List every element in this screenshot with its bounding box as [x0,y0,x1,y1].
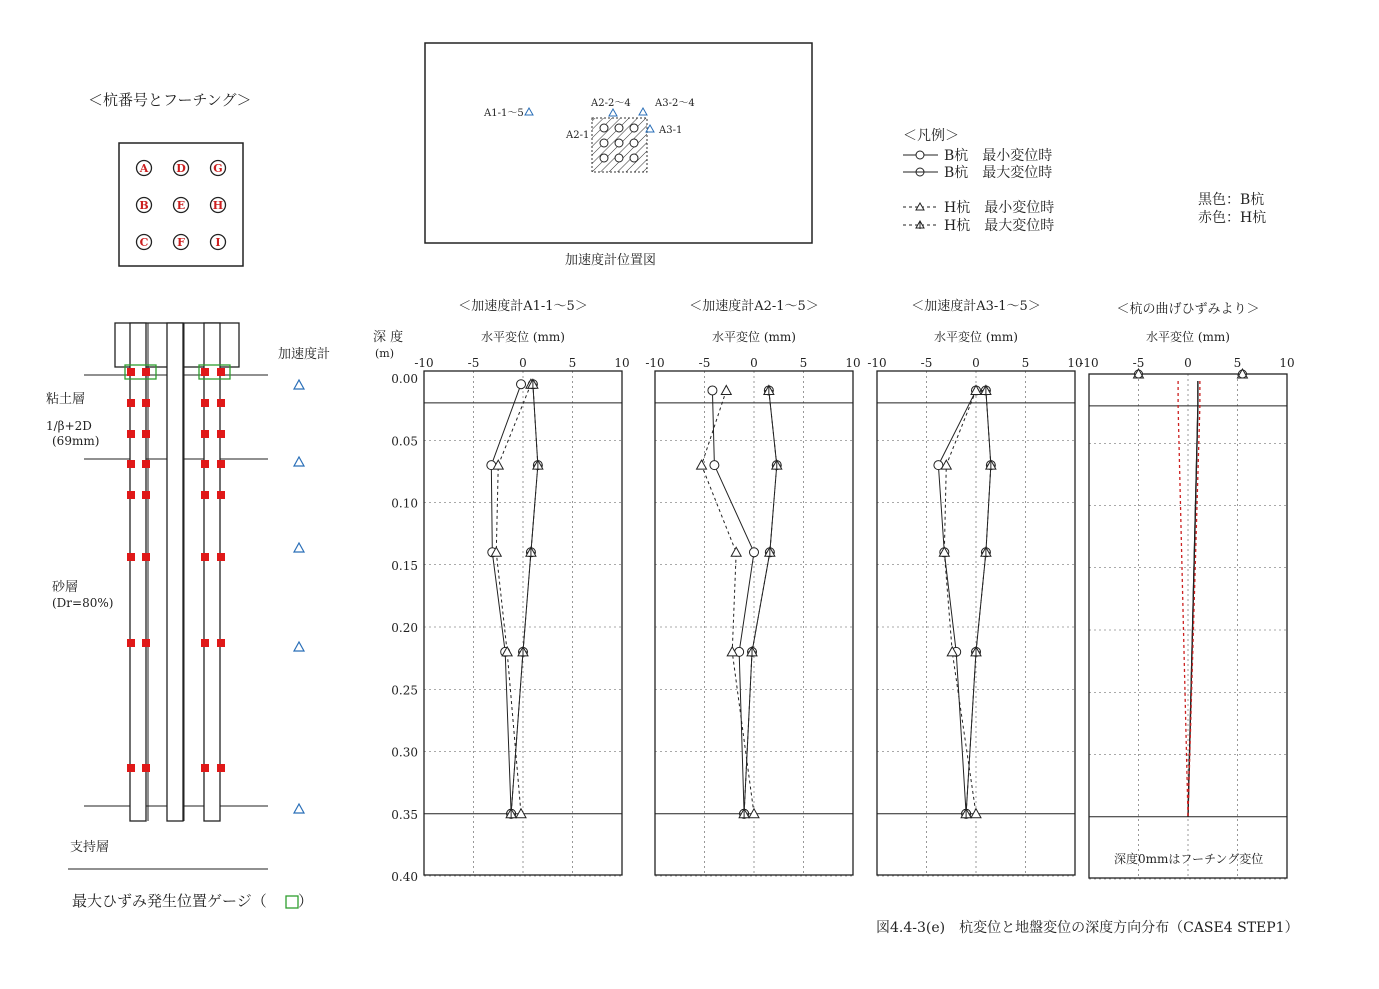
x-tick-label: 5 [1233,356,1242,370]
sensor-label-a3-top: A3-2～4 [655,98,695,109]
sand-density-label: (Dr=80%) [52,596,114,610]
strain-gauge-marker [201,639,209,647]
legend-item-h-min [903,199,1054,216]
x-tick-label: -5 [1132,356,1145,370]
pile-label: B [139,199,149,212]
x-tick-label: 0 [1184,356,1192,370]
x-tick-label: 5 [568,356,577,370]
map-pile-circle [630,124,638,132]
strain-gauge-marker [142,639,150,647]
pile-c [137,235,152,250]
series-line-1 [712,390,754,813]
strain-gauge-marker [217,764,225,772]
pile-shaft-1 [130,323,146,821]
clay-layer-label: 粘土層 [46,392,86,407]
x-tick-label: 5 [799,356,808,370]
series-line-3 [496,384,531,814]
strain-gauge-marker [201,460,209,468]
footing-note: 深度0mmはフーチング変位 [1114,852,1264,866]
strain-gauge-marker [142,764,150,772]
series-line-2 [744,390,777,813]
sensor-triangle-a3 [639,108,647,115]
depth-tick-label: 0.30 [391,745,418,760]
strain-gauge-marker [127,639,135,647]
accelerometer-markers [294,380,304,813]
strain-gauge-marker [217,460,225,468]
strain-gauge-marker [201,399,209,407]
x-tick-label: 10 [614,356,630,370]
chart-panel-2 [645,298,860,876]
strain-gauge-marker [142,368,150,376]
strain-gauge-marker [142,553,150,561]
sensor-label-a2-top: A2-2～4 [591,98,631,109]
strain-gauge-marker [201,553,209,561]
legend-item-h-max [903,217,1054,234]
chart-xlabel: 水平変位 (mm) [481,330,565,344]
accelerometer-triangle [294,642,304,651]
legend-label-b-max: B杭 最大変位時 [944,165,1053,181]
strain-gauge-marker [142,460,150,468]
strain-gauge-marker [201,430,209,438]
accelerometer-triangle [294,380,304,389]
map-pile-circle [630,139,638,147]
pile-label: D [176,162,186,175]
x-tick-label: 10 [1279,356,1295,370]
sensor-map-piles [600,124,638,162]
sensor-map-caption: 加速度計位置図 [565,253,657,268]
x-tick-label: -10 [414,356,434,370]
legend-item-b-min [903,147,1052,164]
depth-tick-label: 0.20 [391,621,418,635]
map-pile-circle [600,139,608,147]
chart-title: ＜加速度計A3-1～5＞ [911,299,1041,314]
pile-shaft-3 [204,323,220,821]
chart-xlabel: 水平変位 (mm) [934,330,1018,344]
figure-caption: 図4.4-3(e) 杭変位と地盤変位の深度方向分布（CASE4 STEP1） [876,920,1299,936]
pile-plan-title: ＜杭番号とフーチング＞ [88,91,252,109]
x-tick-label: -5 [920,356,933,370]
pile-h [211,198,226,213]
pile-elevation [46,323,330,910]
depth-tick-label: 0.15 [391,558,418,573]
pile-plan-grid [137,161,226,250]
strain-gauge-marker [217,430,225,438]
pile-b [137,198,152,213]
depth-axis-label: 深 度 [373,330,404,345]
sensor-label-a3-1: A3-1 [659,125,683,136]
accelerometer-triangle [294,543,304,552]
map-pile-circle [600,124,608,132]
strain-gauge-marker [217,368,225,376]
x-tick-label: 0 [972,356,980,370]
b-pile-marker [708,386,717,395]
pile-shaft-2 [167,323,183,821]
strain-gauge-marker [127,460,135,468]
pile-label: E [176,199,186,212]
pile-label: H [212,199,224,212]
pile-label: I [215,236,221,249]
strain-gauge-marker [142,430,150,438]
depth-tick-label: 0.25 [391,683,418,698]
sensor-triangle-a2 [609,109,617,116]
map-pile-circle [630,154,638,162]
chart-panel-3 [867,298,1082,876]
strain-gauge-marker [127,764,135,772]
gauge-legend-close: ） [298,892,314,910]
map-pile-circle [615,154,623,162]
strain-gauge-marker [127,491,135,499]
strain-gauge-marker [127,399,135,407]
beta-value-label: (69mm) [52,434,100,448]
x-tick-label: 10 [1067,356,1083,370]
depth-tick-label: 0.05 [391,434,418,449]
strain-gauge-marker [201,764,209,772]
strain-gauge-marker [142,399,150,407]
sensor-map [425,43,812,268]
series-line-3 [1178,381,1188,817]
depth-tick-label: 0.10 [391,496,418,511]
gauge-legend-label: 最大ひずみ発生位置ゲージ（ [72,892,267,910]
chart-xlabel: 水平変位 (mm) [1146,330,1230,344]
pile-f [174,235,189,250]
x-tick-label: 0 [519,356,527,370]
chart-title: ＜加速度計A2-1～5＞ [689,299,819,314]
x-tick-label: -5 [467,356,480,370]
legend-title: ＜凡例＞ [903,128,959,144]
pile-label: F [177,236,185,249]
x-tick-label: 10 [845,356,861,370]
support-layer-label: 支持層 [70,840,110,855]
gauge-legend-swatch [286,896,298,908]
strain-gauge-marker [217,491,225,499]
b-pile-marker [517,380,526,389]
x-tick-label: -10 [1079,356,1099,370]
sand-layer-label: 砂層 [52,580,79,595]
series-line-4 [966,390,991,813]
h-pile-marker [697,460,707,469]
depth-tick-label: 0.40 [391,870,418,884]
strain-gauge-marker [127,368,135,376]
h-pile-marker [731,547,741,556]
strain-gauge-marker [201,491,209,499]
sensor-triangle-a1 [525,108,533,115]
depth-tick-labels [391,372,418,884]
depth-axis [373,329,418,884]
pile-label: G [213,162,223,175]
pile-label: A [139,162,149,175]
x-tick-label: -10 [867,356,887,370]
accelerometer-triangle [294,457,304,466]
chart-panel-1 [414,298,629,876]
depth-axis-unit: (m) [375,347,395,360]
x-tick-label: 5 [1021,356,1030,370]
legend-label-b-min: B杭 最小変位時 [944,148,1053,164]
map-pile-circle [600,154,608,162]
chart-title: ＜加速度計A1-1～5＞ [458,299,588,314]
series-line-3 [944,390,976,813]
strain-gauge-marker [127,430,135,438]
strain-gauge-marker [127,553,135,561]
pile-g [211,161,226,176]
h-pile-marker [721,385,731,394]
chart-title: ＜杭の曲げひずみより＞ [1116,302,1260,317]
chart-panel-4 [1079,301,1294,879]
b-pile-marker [710,461,719,470]
pile-e [174,198,189,213]
pile-i [211,235,226,250]
x-tick-label: -5 [698,356,711,370]
x-tick-label: -10 [645,356,665,370]
pile-a [137,161,152,176]
legend-label-h-min: H杭 最小変位時 [944,200,1055,216]
pile-d [174,161,189,176]
sensor-label-a1: A1-1～5 [484,108,524,119]
sensor-label-a2-1: A2-1 [566,130,590,141]
pile-plan-section [88,91,252,266]
depth-tick-label: 0.35 [391,807,418,822]
map-pile-circle [615,139,623,147]
map-pile-circle [615,124,623,132]
strain-gauge-marker [217,639,225,647]
series-line-1 [491,384,521,814]
legend-label-h-max: H杭 最大変位時 [944,218,1055,234]
beta-label: 1/β+2D [46,419,92,433]
accelerometer-triangle [294,804,304,813]
chart-xlabel: 水平変位 (mm) [712,330,796,344]
accel-label: 加速度計 [278,347,331,362]
color-note-red: 赤色：H杭 [1198,210,1267,226]
strain-gauge-marker [217,399,225,407]
depth-tick-label: 0.00 [391,372,418,386]
legend [903,128,1266,234]
pile-label: C [139,236,149,249]
x-tick-label: 0 [750,356,758,370]
series-line-2 [1188,381,1198,817]
pile-shafts [130,323,220,821]
strain-gauge-marker [201,368,209,376]
legend-item-b-max [903,164,1052,181]
strain-gauge-marker [217,553,225,561]
color-note-black: 黒色：B杭 [1198,192,1265,208]
charts-area [414,298,1294,879]
strain-gauge-marker [142,491,150,499]
b-pile-marker [750,548,759,557]
